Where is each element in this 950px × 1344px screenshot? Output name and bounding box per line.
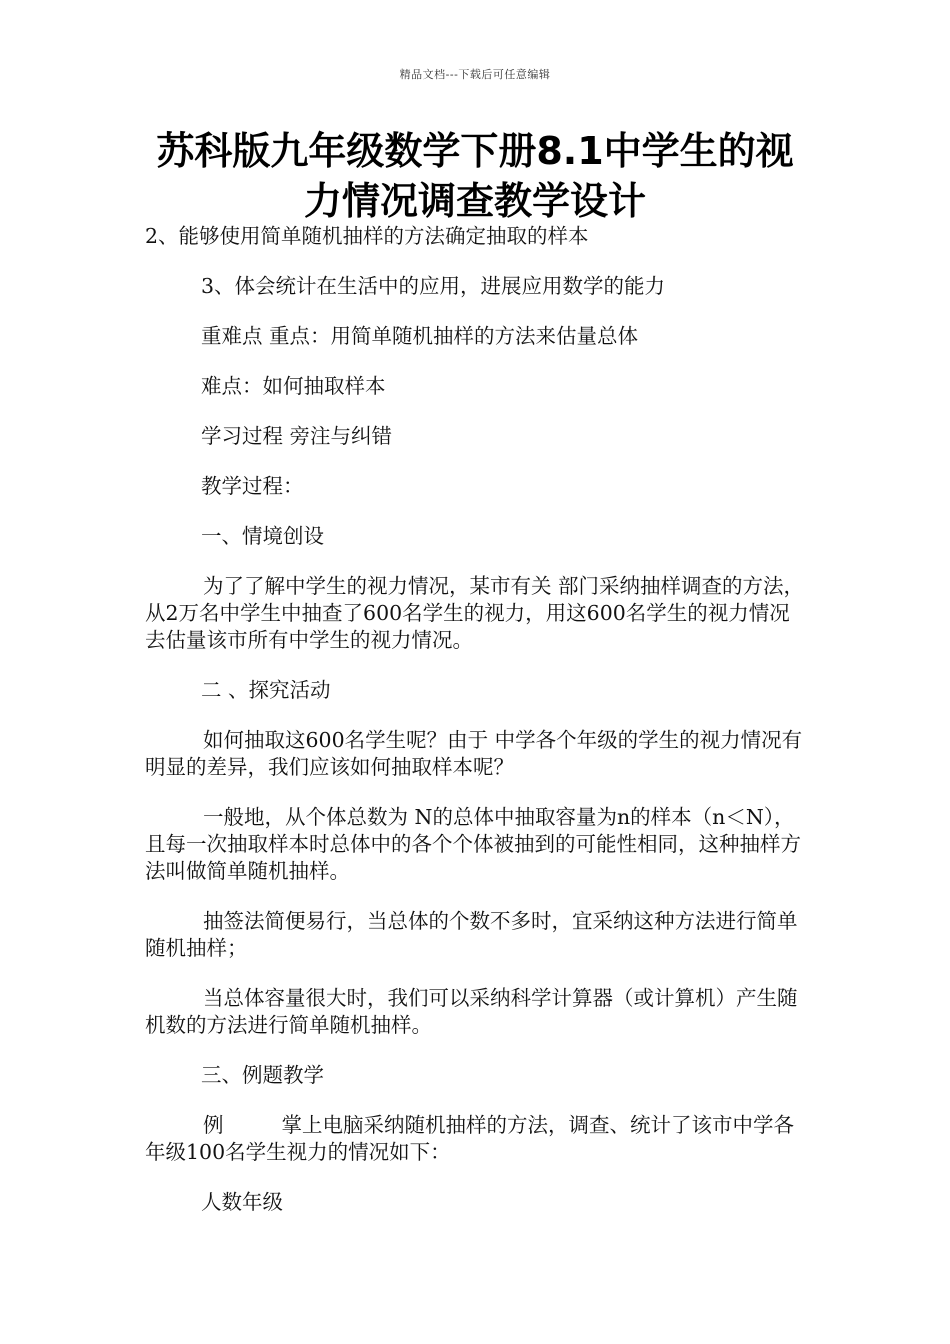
paragraph-objective-3: 3、体会统计在生活中的应用，进展应用数学的能力 <box>201 274 666 298</box>
paragraph-learning-process: 学习过程 旁注与纠错 <box>201 424 393 448</box>
paragraph-teaching-process: 教学过程： <box>201 474 304 498</box>
example-label: 例 <box>203 1113 224 1137</box>
section-heading-3: 三、例题教学 <box>201 1063 324 1087</box>
paragraph-difficulty: 难点：如何抽取样本 <box>201 374 386 398</box>
paragraph-scenario: 为了了解中学生的视力情况，某市有关 部门采纳抽样调查的方法，从2万名中学生中抽查了600名学生的视力，用这600名学生的视力情况去估量该市所有中学生的视力情况。 <box>145 574 805 652</box>
section-heading-2: 二 、探究活动 <box>201 678 331 702</box>
section-heading-1: 一、情境创设 <box>201 524 324 548</box>
paragraph-random-numbers: 当总体容量很大时，我们可以采纳科学计算器（或计算机）产生随机数的方法进行简单随机抽样。 <box>145 986 798 1037</box>
table-caption: 人数年级 <box>201 1190 283 1214</box>
document-title <box>120 126 830 226</box>
example-text: 掌上电脑采纳随机抽样的方法，调查、统计了该市中学各年级100名学生视力的情况如下： <box>145 1113 794 1164</box>
paragraph-exploration: 如何抽取这600名学生呢？由于 中学各个年级的学生的视力情况有明显的差异，我们应该如何抽取样本呢？ <box>145 728 803 779</box>
header-note: 精品文档---下载后可任意编辑 <box>399 68 551 81</box>
paragraph-example <box>145 1112 807 1166</box>
paragraph-definition: 一般地，从个体总数为 N的总体中抽取容量为n的样本（n＜N），且每一次抽取样本时总体中的各个个体被抽到的可能性相同，这种抽样方法叫做简单随机抽样。 <box>145 805 801 883</box>
paragraph-lottery-method: 抽签法简便易行，当总体的个数不多时，宜采纳这种方法进行简单随机抽样； <box>145 909 798 960</box>
paragraph-objective-2: 2、能够使用简单随机抽样的方法确定抽取的样本 <box>145 224 589 248</box>
title-line-1: 苏科版九年级数学下册8.1中学生的视 <box>156 129 794 173</box>
document-body <box>145 223 807 1239</box>
paragraph-key-points: 重难点 重点：用简单随机抽样的方法来估量总体 <box>201 324 639 348</box>
title-line-2: 力情况调查教学设计 <box>303 179 646 223</box>
